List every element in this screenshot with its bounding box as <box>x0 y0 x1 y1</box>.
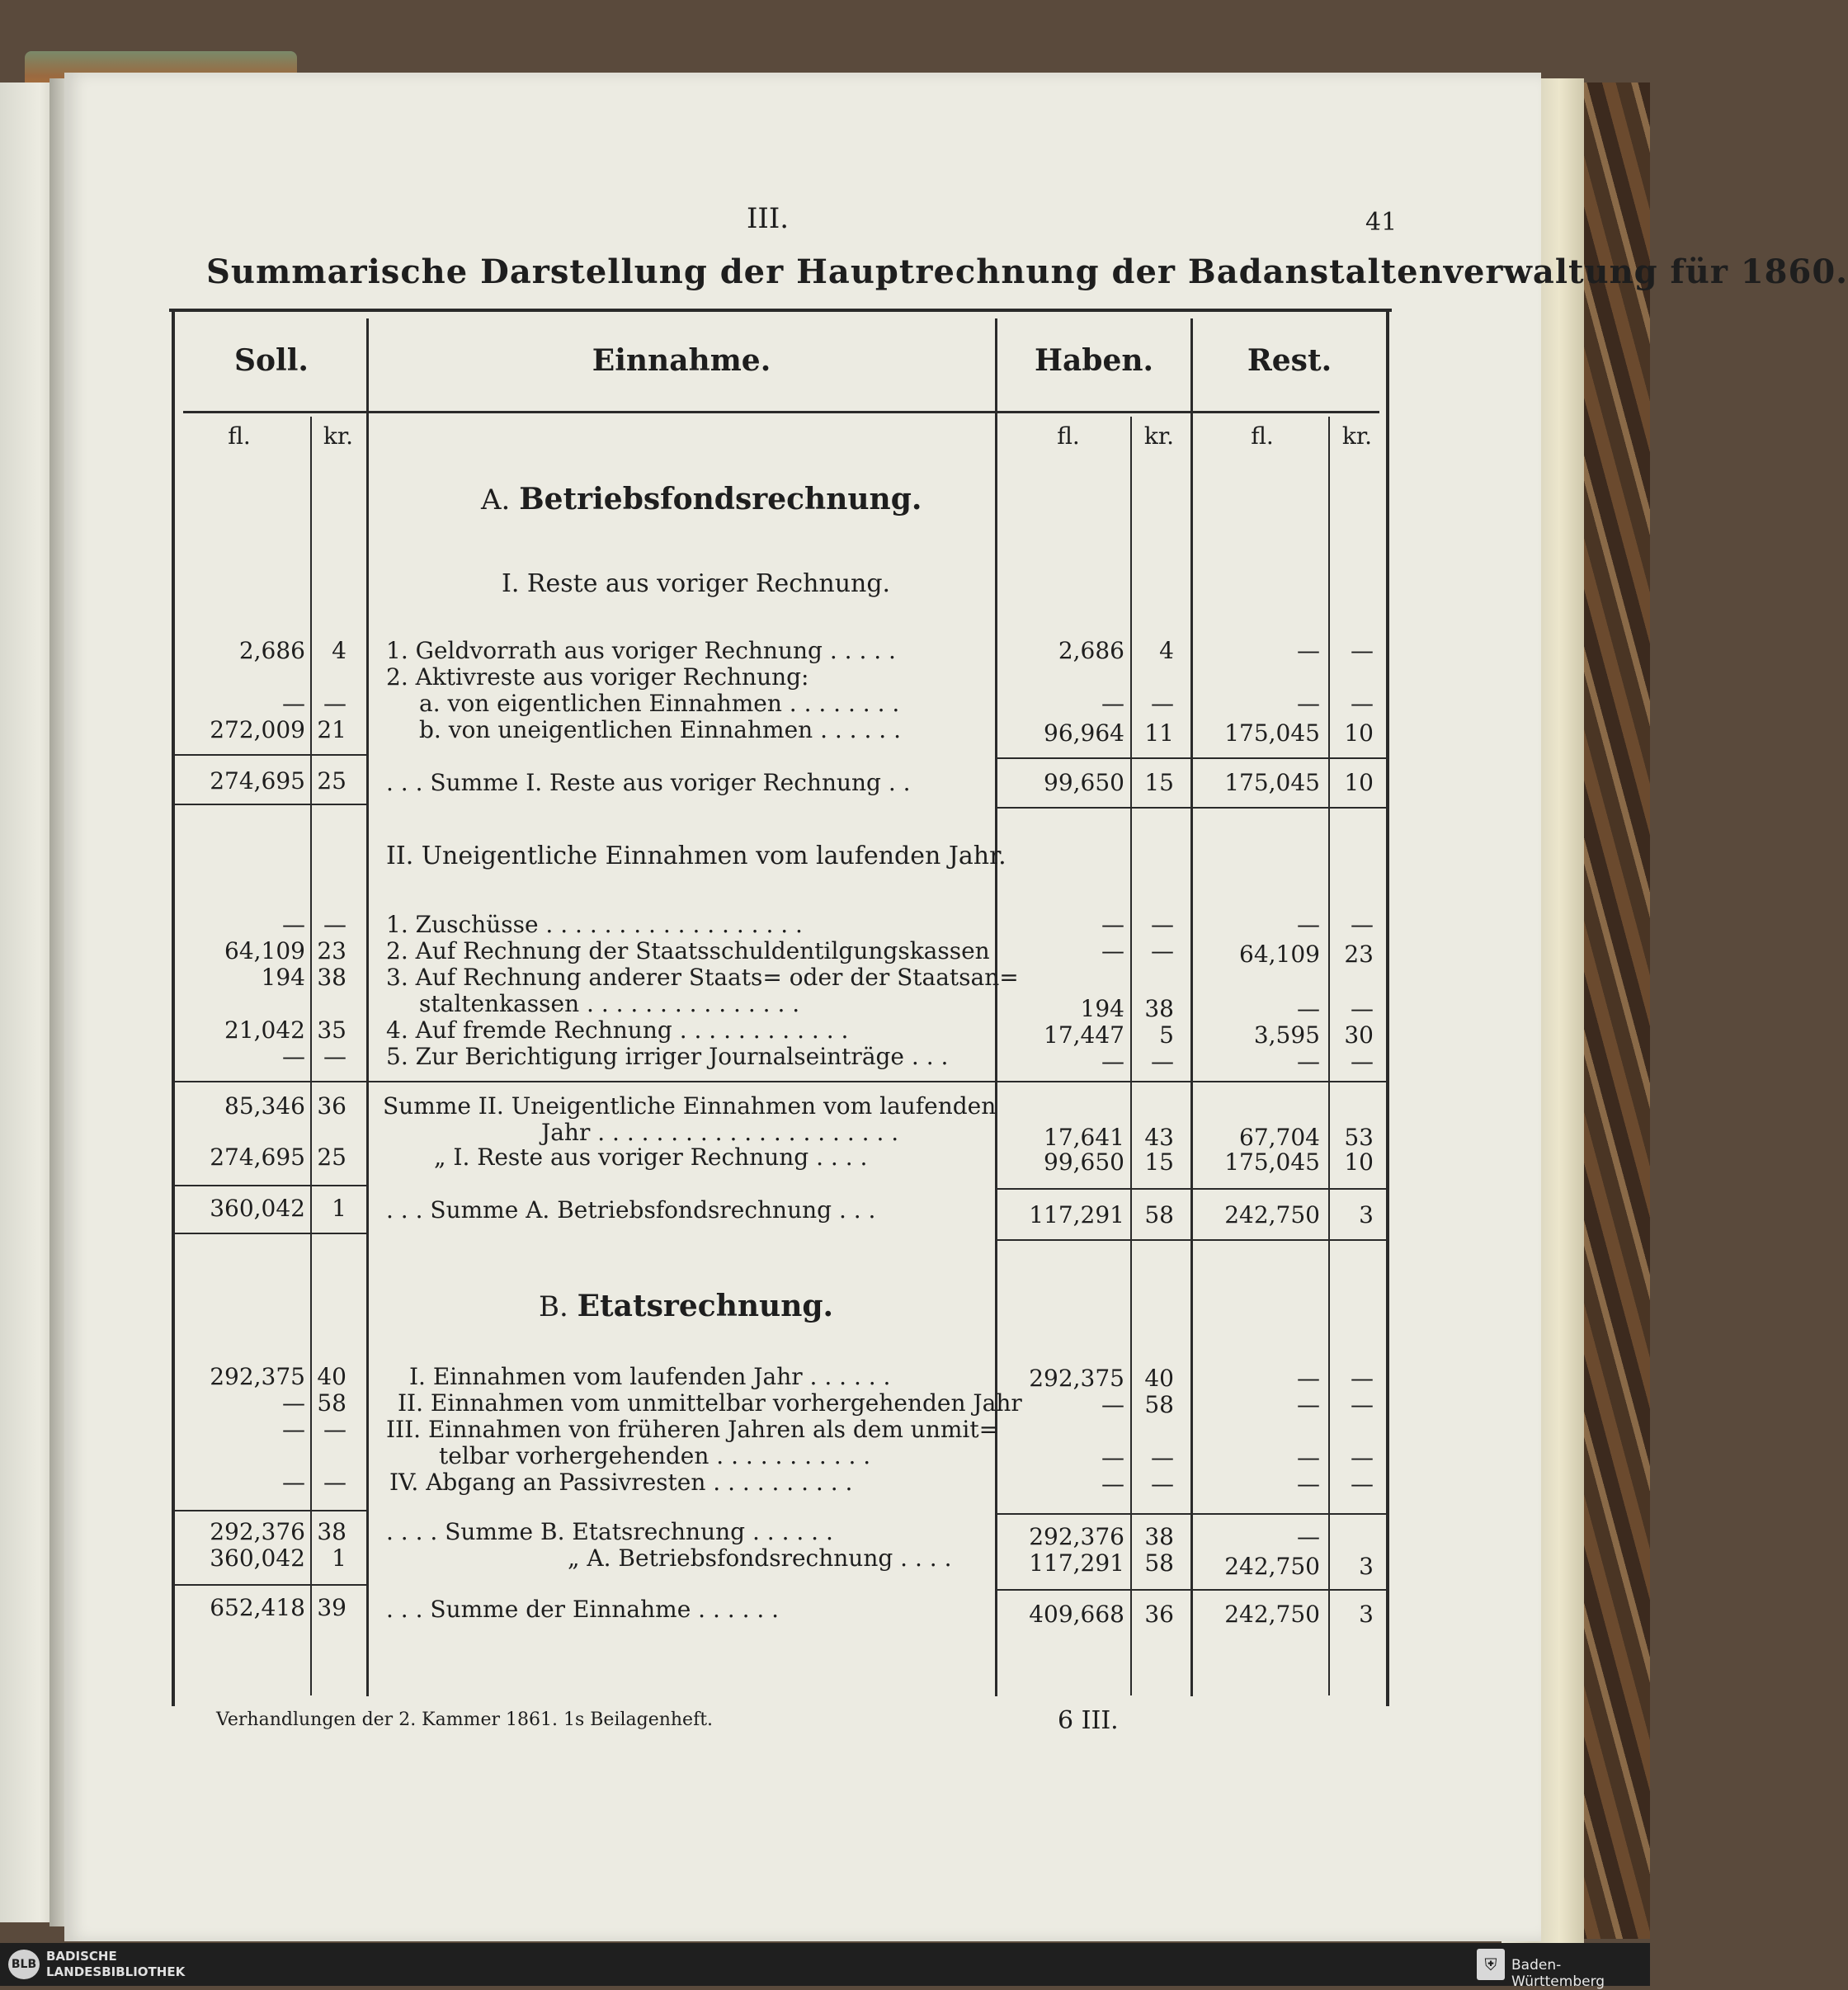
b3-soll-kr: 38 <box>317 964 346 991</box>
b5-label: 5. Zur Berichtigung irriger Journalseinträge . . . <box>386 1043 949 1070</box>
column-header-einnahme: Einnahme. <box>592 343 771 378</box>
b1-soll-kr: — <box>323 911 346 938</box>
b4-soll-fl: 21,042 <box>224 1016 305 1044</box>
b1-haben-kr: — <box>1151 911 1174 938</box>
rest-kr-divider <box>1328 417 1330 1695</box>
e1-soll-fl: 292,375 <box>210 1363 305 1390</box>
section-a-title: Betriebsfondsrechnung. <box>519 482 922 516</box>
s1-soll-fl: 274,695 <box>210 767 305 795</box>
section-a1-heading: I. Reste aus voriger Rechnung. <box>502 569 891 598</box>
sb2-haben-kr: 58 <box>1144 1549 1174 1577</box>
rule-haben-sa <box>997 1188 1386 1190</box>
b3-soll-fl: 194 <box>261 964 305 991</box>
e1-rest-fl: — <box>1297 1365 1320 1392</box>
rule-s2 <box>175 1081 1386 1082</box>
rule-haben-sa-end <box>997 1239 1386 1241</box>
haben-kr-divider <box>1130 417 1132 1695</box>
s2c-soll-fl: 274,695 <box>210 1144 305 1171</box>
b2-label: 2. Auf Rechnung der Staatsschuldentilgungskassen <box>386 937 990 964</box>
s2c-haben-fl: 99,650 <box>1044 1148 1124 1176</box>
b5-rest-kr: — <box>1351 1048 1374 1075</box>
b1-rest-kr: — <box>1351 911 1374 938</box>
r2a-haben-kr: — <box>1151 690 1174 717</box>
haben-rest-divider <box>1190 318 1193 1696</box>
r2a-rest-fl: — <box>1297 690 1320 717</box>
sa-haben-kr: 58 <box>1144 1201 1174 1228</box>
r2a-soll-kr: — <box>323 690 346 717</box>
sa-soll-fl: 360,042 <box>210 1195 305 1222</box>
e4-haben-fl: — <box>1101 1470 1124 1497</box>
rule-haben-total <box>997 1589 1386 1591</box>
b2-haben-fl: — <box>1101 937 1124 964</box>
soll-einnahme-divider <box>366 318 369 1696</box>
sb-soll-kr: 38 <box>317 1518 346 1545</box>
r1-soll-kr: 4 <box>332 637 346 664</box>
viewer-footer-bar <box>0 1943 1650 1986</box>
library-name-line-2: LANDESBIBLIOTHEK <box>46 1964 186 1979</box>
section-a-heading <box>481 482 922 516</box>
s2c-label: „ I. Reste aus voriger Rechnung . . . . <box>434 1144 868 1171</box>
blb-logo-icon[interactable]: BLB <box>8 1950 40 1979</box>
b2-haben-kr: — <box>1151 937 1174 964</box>
b4-rest-fl: 3,595 <box>1253 1021 1320 1049</box>
table-right-border <box>1386 312 1389 1706</box>
e1-rest-kr: — <box>1351 1365 1374 1392</box>
e1-soll-kr: 40 <box>317 1363 346 1390</box>
b3b-haben-kr: 38 <box>1144 995 1174 1022</box>
sa-rest-kr: 3 <box>1359 1201 1374 1228</box>
b4-rest-kr: 30 <box>1344 1021 1374 1049</box>
r2b-rest-kr: 10 <box>1344 719 1374 747</box>
s2-soll-fl: 85,346 <box>224 1092 305 1120</box>
b4-haben-fl: 17,447 <box>1044 1021 1124 1049</box>
e2-rest-fl: — <box>1297 1391 1320 1418</box>
einnahme-haben-divider <box>995 318 997 1696</box>
e3b-rest-kr: — <box>1351 1444 1374 1471</box>
rule-soll-sa-end <box>175 1233 366 1234</box>
s1-haben-kr: 15 <box>1144 769 1174 796</box>
total-soll-fl: 652,418 <box>210 1594 305 1621</box>
column-header-soll: Soll. <box>234 343 309 378</box>
b5-rest-fl: — <box>1297 1048 1320 1075</box>
b3b-label: staltenkassen . . . . . . . . . . . . . . . <box>419 990 800 1017</box>
column-header-haben: Haben. <box>1034 343 1154 378</box>
b5-soll-fl: — <box>282 1043 305 1070</box>
sb2-label: „ A. Betriebsfondsrechnung . . . . <box>568 1544 952 1572</box>
e2-soll-kr: 58 <box>317 1389 346 1417</box>
table-left-border <box>172 312 175 1706</box>
rule-soll-sa <box>175 1185 366 1186</box>
total-rest-kr: 3 <box>1359 1601 1374 1628</box>
b4-soll-kr: 35 <box>317 1016 346 1044</box>
e3-soll-fl: — <box>282 1416 305 1443</box>
unit-soll-fl: fl. <box>228 422 251 450</box>
s2c-rest-kr: 10 <box>1344 1148 1374 1176</box>
rule-haben-s1-end <box>997 807 1386 809</box>
b3b-haben-fl: 194 <box>1080 995 1124 1022</box>
r1-haben-fl: 2,686 <box>1058 637 1124 664</box>
r2b-haben-fl: 96,964 <box>1044 719 1124 747</box>
s1-haben-fl: 99,650 <box>1044 769 1124 796</box>
r2b-haben-kr: 11 <box>1144 719 1174 747</box>
r2a-label: a. von eigentlichen Einnahmen . . . . . . . . <box>419 690 900 717</box>
sb2-rest-fl: 242,750 <box>1224 1553 1320 1580</box>
unit-haben-fl: fl. <box>1057 422 1080 450</box>
section-number: III. <box>747 202 790 235</box>
r1-rest-fl: — <box>1297 637 1320 664</box>
e4-rest-kr: — <box>1351 1470 1374 1497</box>
e2-haben-kr: 58 <box>1144 1391 1174 1418</box>
s2c-haben-kr: 15 <box>1144 1148 1174 1176</box>
e4-label: IV. Abgang an Passivresten . . . . . . . . . . <box>389 1469 853 1496</box>
s1-rest-fl: 175,045 <box>1224 769 1320 796</box>
sa-haben-fl: 117,291 <box>1029 1201 1124 1228</box>
sb-haben-kr: 38 <box>1144 1523 1174 1550</box>
section-b-heading <box>539 1289 833 1323</box>
s1-rest-kr: 10 <box>1344 769 1374 796</box>
r2a-soll-fl: — <box>282 690 305 717</box>
e4-haben-kr: — <box>1151 1470 1174 1497</box>
s1-soll-kr: 25 <box>317 767 346 795</box>
total-soll-kr: 39 <box>317 1594 346 1621</box>
sb-haben-fl: 292,376 <box>1029 1523 1124 1550</box>
b1-haben-fl: — <box>1101 911 1124 938</box>
rule-soll-sb <box>175 1510 366 1511</box>
e2-rest-kr: — <box>1351 1391 1374 1418</box>
section-a2-heading: II. Uneigentliche Einnahmen vom laufenden Jahr. <box>386 842 1006 870</box>
rule-soll-s1 <box>175 754 366 756</box>
sb-soll-fl: 292,376 <box>210 1518 305 1545</box>
rule-haben-s1 <box>997 757 1386 759</box>
e3-label: III. Einnahmen von früheren Jahren als dem unmit= <box>386 1416 999 1443</box>
rule-haben-sb <box>997 1513 1386 1515</box>
sa-rest-fl: 242,750 <box>1224 1201 1320 1228</box>
sb2-haben-fl: 117,291 <box>1029 1549 1124 1577</box>
b4-label: 4. Auf fremde Rechnung . . . . . . . . . . . . <box>386 1016 849 1044</box>
r2b-label: b. von uneigentlichen Einnahmen . . . . . . <box>419 716 901 743</box>
sa-label: . . . Summe A. Betriebsfondsrechnung . . . <box>386 1196 876 1224</box>
e4-soll-kr: — <box>323 1469 346 1496</box>
unit-soll-kr: kr. <box>323 422 354 450</box>
b1-rest-fl: — <box>1297 911 1320 938</box>
e2-soll-fl: — <box>282 1389 305 1417</box>
footer-citation: Verhandlungen der 2. Kammer 1861. 1s Beilagenheft. <box>216 1709 714 1730</box>
e1-haben-kr: 40 <box>1144 1365 1174 1392</box>
b5-soll-kr: — <box>323 1043 346 1070</box>
r1-haben-kr: 4 <box>1159 637 1174 664</box>
b2-soll-fl: 64,109 <box>224 937 305 964</box>
s2b-label: Jahr . . . . . . . . . . . . . . . . . . . . . <box>541 1119 899 1146</box>
r2b-soll-kr: 21 <box>317 716 346 743</box>
section-a-letter: A. <box>481 483 511 516</box>
e1-label: I. Einnahmen vom laufenden Jahr . . . . . . <box>409 1363 891 1390</box>
s2b-rest-fl: 67,704 <box>1239 1124 1320 1151</box>
s2-label: Summe II. Uneigentliche Einnahmen vom laufenden <box>383 1092 997 1120</box>
e2-label: II. Einnahmen vom unmittelbar vorhergehenden Jahr <box>398 1389 1022 1417</box>
b5-haben-kr: — <box>1151 1048 1174 1075</box>
page-number: 41 <box>1365 208 1398 237</box>
r2a-haben-fl: — <box>1101 690 1124 717</box>
sb-rest-fl: — <box>1297 1523 1320 1550</box>
r1-rest-kr: — <box>1351 637 1374 664</box>
r1-soll-fl: 2,686 <box>238 637 305 664</box>
e4-soll-fl: — <box>282 1469 305 1496</box>
b1-soll-fl: — <box>282 911 305 938</box>
e3-soll-kr: — <box>323 1416 346 1443</box>
total-label: . . . Summe der Einnahme . . . . . . <box>386 1596 780 1623</box>
e2-haben-fl: — <box>1101 1391 1124 1418</box>
rule-soll-s1-end <box>175 804 366 805</box>
s2b-rest-kr: 53 <box>1344 1124 1374 1151</box>
section-b-title: Etatsrechnung. <box>577 1289 834 1323</box>
b3-label: 3. Auf Rechnung anderer Staats= oder der Staatsan= <box>386 964 1019 991</box>
section-b-letter: B. <box>539 1290 568 1323</box>
sb2-rest-kr: 3 <box>1359 1553 1374 1580</box>
library-name-line-1: BADISCHE <box>46 1949 117 1964</box>
s2-soll-kr: 36 <box>317 1092 346 1120</box>
b5-haben-fl: — <box>1101 1048 1124 1075</box>
e3b-haben-kr: — <box>1151 1444 1174 1471</box>
s2b-haben-kr: 43 <box>1144 1124 1174 1151</box>
b2-rest-kr: 23 <box>1344 941 1374 968</box>
total-rest-fl: 242,750 <box>1224 1601 1320 1628</box>
state-name[interactable]: Baden-Württemberg <box>1511 1957 1605 1990</box>
sb2-soll-fl: 360,042 <box>210 1544 305 1572</box>
e3b-rest-fl: — <box>1297 1444 1320 1471</box>
sb-label: . . . . Summe B. Etatsrechnung . . . . . . <box>386 1518 833 1545</box>
r2b-rest-fl: 175,045 <box>1224 719 1320 747</box>
e1-haben-fl: 292,375 <box>1029 1365 1124 1392</box>
sa-soll-kr: 1 <box>332 1195 346 1222</box>
s2b-haben-fl: 17,641 <box>1044 1124 1124 1151</box>
b2-rest-fl: 64,109 <box>1239 941 1320 968</box>
b3b-rest-fl: — <box>1297 995 1320 1022</box>
b1-label: 1. Zuschüsse . . . . . . . . . . . . . . . . . . <box>386 911 803 938</box>
footer-signature: 6 III. <box>1058 1706 1119 1735</box>
r2-label: 2. Aktivreste aus voriger Rechnung: <box>386 663 809 691</box>
r1-label: 1. Geldvorrath aus voriger Rechnung . . . . . <box>386 637 896 664</box>
e4-rest-fl: — <box>1297 1470 1320 1497</box>
unit-rest-kr: kr. <box>1341 422 1373 450</box>
coat-of-arms-icon[interactable]: ⛨ <box>1477 1949 1505 1980</box>
unit-haben-kr: kr. <box>1143 422 1175 450</box>
page-title: Summarische Darstellung der Hauptrechnung der Badanstaltenverwaltung für 1860. <box>206 252 1848 291</box>
r2b-soll-fl: 272,009 <box>210 716 305 743</box>
library-name[interactable] <box>46 1949 185 1980</box>
table-top-rule <box>169 309 1392 312</box>
s2c-soll-kr: 25 <box>317 1144 346 1171</box>
b4-haben-kr: 5 <box>1159 1021 1174 1049</box>
r2a-rest-kr: — <box>1351 690 1374 717</box>
rule-soll-total <box>175 1584 366 1586</box>
s1-label: . . . Summe I. Reste aus voriger Rechnung . . <box>386 769 911 796</box>
b3b-rest-kr: — <box>1351 995 1374 1022</box>
e3b-haben-fl: — <box>1101 1444 1124 1471</box>
total-haben-kr: 36 <box>1144 1601 1174 1628</box>
unit-rest-fl: fl. <box>1251 422 1274 450</box>
s2c-rest-fl: 175,045 <box>1224 1148 1320 1176</box>
e3b-label: telbar vorhergehenden . . . . . . . . . . . <box>439 1442 871 1469</box>
b2-soll-kr: 23 <box>317 937 346 964</box>
header-rule <box>183 411 1379 413</box>
column-header-rest: Rest. <box>1247 343 1332 378</box>
sb2-soll-kr: 1 <box>332 1544 346 1572</box>
total-haben-fl: 409,668 <box>1029 1601 1124 1628</box>
soll-kr-divider <box>310 417 312 1695</box>
